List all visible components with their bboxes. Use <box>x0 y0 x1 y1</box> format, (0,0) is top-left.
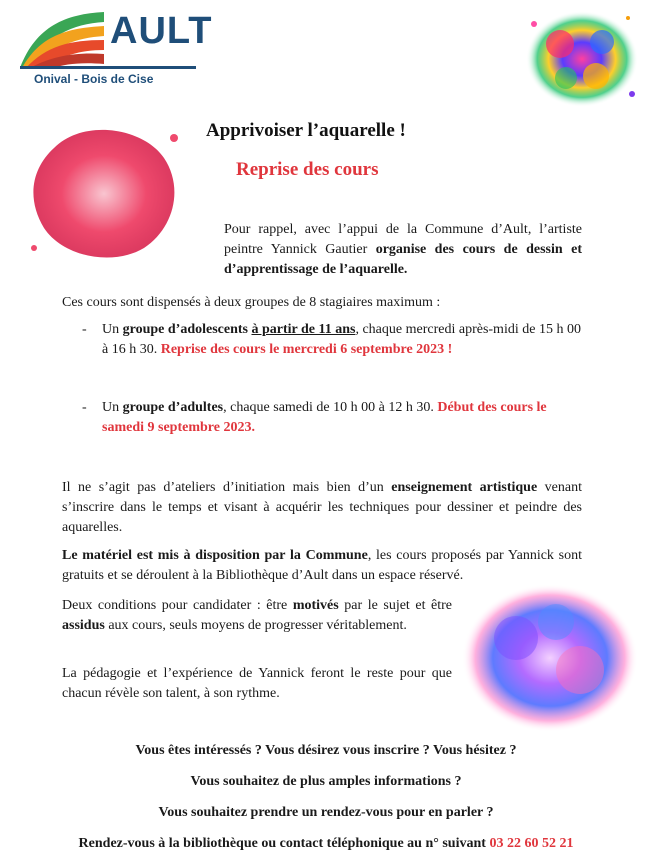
intro-paragraph <box>224 220 582 280</box>
closing-line-3: Vous souhaitez prendre un rendez-vous pour en parler ? <box>158 805 494 820</box>
logo-title: AULT <box>110 10 213 52</box>
para3-text-e: aux cours, seuls moyens de progresser véritablement. <box>104 618 407 633</box>
closing-line-2: Vous souhaitez de plus amples informations ? <box>190 774 462 789</box>
para2-text: , les cours proposés par Yannick sont gratuits et se déroulent à la Bibliothèque d’Ault dans un espace réservé. <box>62 548 582 583</box>
bullet-schedule: , chaque samedi de 10 h 00 à 12 h 30. <box>223 400 438 415</box>
bullet-start-date: Début des cours le samedi 9 septembre 2023. <box>102 400 547 435</box>
logo-subtitle: Onival - Bois de Cise <box>34 72 154 86</box>
para3-text-c: par le sujet et être <box>338 598 452 613</box>
paragraph-artistic-teaching <box>62 478 582 538</box>
contact-text: Rendez-vous à la bibliothèque ou contact téléphonique au n° suivant <box>78 836 490 851</box>
para3-bold-assiduous: assidus <box>62 618 105 633</box>
para3-text-a: Deux conditions pour candidater : être <box>62 598 293 613</box>
intro-text: Pour rappel, avec l’appui de la Commune d’Ault, l’artiste peintre Yannick Gautier <box>224 222 582 257</box>
paragraph-pedagogy: La pédagogie et l’expérience de Yannick feront le reste pour que chacun révèle son talent, à son rythme. <box>62 666 452 701</box>
bullet-schedule: , chaque mercredi après-midi de 15 h 00 à 16 h 30. <box>102 322 581 357</box>
para1-bold: enseignement artistique <box>391 480 538 495</box>
paragraph-conditions <box>62 596 452 636</box>
list-item-teens <box>82 320 582 360</box>
bullet-dash: - <box>82 400 87 415</box>
groups-lead-text: Ces cours sont dispensés à deux groupes de 8 stagiaires maximum : <box>62 295 441 310</box>
bullet-dash: - <box>82 322 87 337</box>
bullet-group-name: groupe d’adolescents <box>122 322 248 337</box>
page-title: Apprivoiser l’aquarelle ! <box>206 120 406 141</box>
pink-watercolor-splash-image <box>24 118 188 268</box>
bullet-prefix: Un <box>102 322 123 337</box>
closing-line-1: Vous êtes intéressés ? Vous désirez vous inscrire ? Vous hésitez ? <box>135 743 517 758</box>
rainbow-paint-splash-image <box>520 4 644 114</box>
bullet-prefix: Un <box>102 400 123 415</box>
contact-line <box>40 834 612 854</box>
para1-text-a: Il ne s’agit pas d’ateliers d’initiation mais bien d’un <box>62 480 392 495</box>
para1-text-c: venant s’inscrire dans le temps et visant à acquérir les techniques pour dessiner et peindre des aquarelles. <box>62 480 582 535</box>
intro-bold-text: organise des cours de dessin et d’apprentissage de l’aquarelle. <box>224 242 582 277</box>
list-item-adults <box>82 398 582 438</box>
bullet-group-name: groupe d’adultes <box>122 400 224 415</box>
ault-logo <box>16 6 213 98</box>
purple-watercolor-splash-image <box>456 578 642 736</box>
page-subtitle: Reprise des cours <box>236 159 379 180</box>
para2-bold: Le matériel est mis à disposition par la Commune <box>62 548 368 563</box>
bullet-age-limit: à partir de 11 ans <box>251 322 356 337</box>
bullet-restart-date: Reprise des cours le mercredi 6 septembre 2023 ! <box>160 342 453 357</box>
contact-phone: 03 22 60 52 21 <box>489 836 574 851</box>
para3-bold-motivated: motivés <box>292 598 339 613</box>
